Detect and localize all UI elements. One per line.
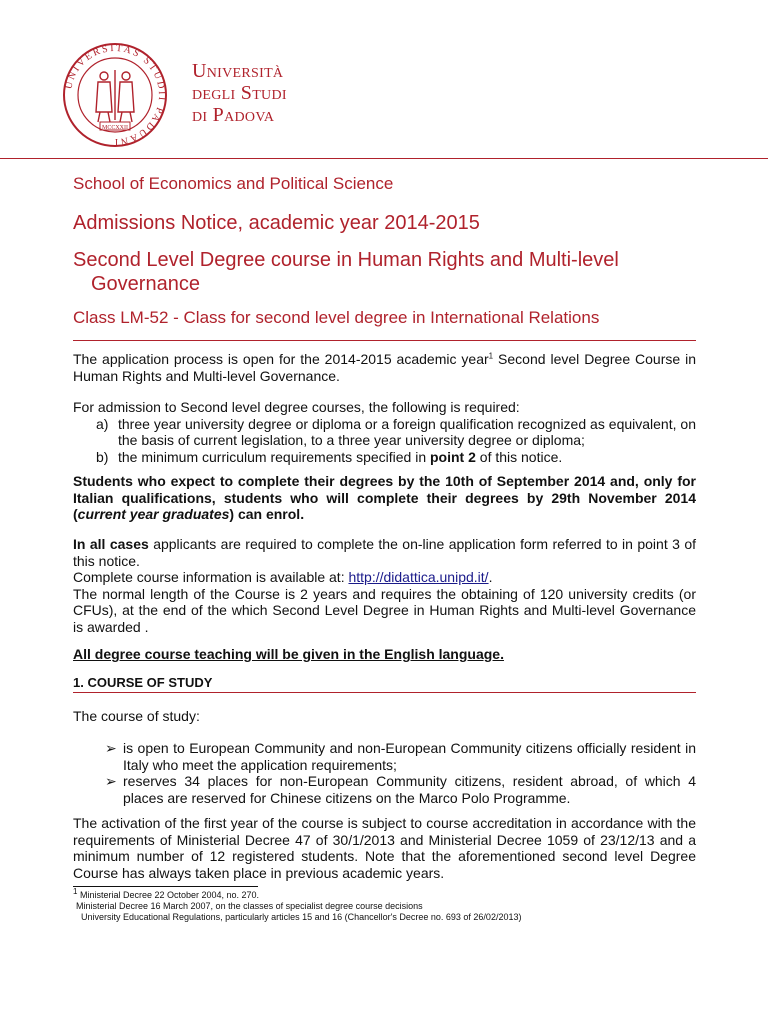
university-name-line1: Università: [192, 60, 284, 82]
course-of-study-lead: The course of study:: [73, 708, 200, 724]
footnote-divider: [73, 886, 258, 887]
intro-text-a: The application process is open for the 2014-2015 academic year: [73, 351, 489, 367]
footnote-2: Ministerial Decree 16 March 2007, on the classes of specialist degree course decisions: [76, 901, 423, 911]
course-of-study-bullets: [73, 740, 696, 806]
footnote-3: University Educational Regulations, particularly articles 15 and 16 (Chancellor's Decree no. 693 of 26/02/2013): [81, 912, 522, 922]
section-1-title: 1. COURSE OF STUDY: [73, 675, 213, 690]
footnotes: [73, 887, 522, 923]
point-2-reference: point 2: [430, 448, 476, 465]
title-divider: [73, 340, 696, 341]
header-divider: [0, 158, 768, 159]
bullet-list: [73, 740, 696, 806]
list-item: [73, 416, 696, 449]
bullet-text: is open to European Community and non-European Community citizens officially resident in Italy who meet the application requirements;: [123, 740, 696, 773]
class-title: Class LM-52 - Class for second level degree in International Relations: [73, 308, 600, 327]
list-item-text: three year university degree or diploma or a foreign qualification recognized as equivalent, on the basis of current legislation, to a three year university degree or diploma;: [118, 415, 696, 448]
arrow-bullet-icon: ➢: [105, 773, 117, 789]
university-name-line2: degli Studi: [192, 82, 287, 104]
all-cases-label: In all cases: [73, 536, 149, 552]
course-title-line1: Second Level Degree course in Human Rights and Multi-level: [73, 249, 619, 271]
list-item-text-end: of this notice.: [475, 448, 563, 465]
application-info: [73, 536, 696, 635]
section-1-divider: [73, 692, 696, 693]
activation-paragraph: The activation of the first year of the course is subject to course accreditation in accordance with the requirements of Ministerial Decree 47 of 30/1/2013 and Ministerial Decree 1059 of 23/12/13 and a minimum number of 12 registered students. Note that the aforementioned second level Degree Course has always taken place in previous academic years.: [73, 815, 696, 881]
university-name-line3: di Padova: [192, 104, 275, 126]
english-language-notice: All degree course teaching will be given in the English language.: [73, 646, 504, 662]
university-name: [192, 60, 287, 126]
course-title: [73, 248, 713, 296]
all-cases-text: applicants are required to complete the on-line application form referred to in point 3 of this notice.: [73, 536, 697, 569]
school-name: School of Economics and Political Science: [73, 174, 394, 193]
eligibility-text-b: ) can enrol.: [229, 506, 305, 522]
footnote-ref-1: 1: [488, 351, 494, 361]
arrow-bullet-icon: ➢: [105, 740, 117, 756]
course-info-text: Complete course information is available at:: [73, 569, 349, 585]
course-title-line2: Governance: [91, 273, 200, 295]
course-length: The normal length of the Course is 2 years and requires the obtaining of 120 university credits (or CFUs), at the end of the which Second Level Degree in Human Rights and Multi-level Governance is awarded .: [73, 585, 696, 635]
footnote-1-marker: 1: [73, 887, 78, 896]
bullet-text: reserves 34 places for non-European Community citizens, resident abroad, of which 4 places are reserved for Chinese citizens on the Marco Polo Programme.: [123, 773, 696, 806]
intro-paragraph: [73, 351, 696, 384]
svg-text:UNIVERSITAS STUDII PADUANI: UNIVERSITAS STUDII PADUANI: [63, 42, 168, 148]
didattica-link[interactable]: http://didattica.unipd.it/: [348, 569, 489, 585]
course-info-end: .: [488, 569, 493, 585]
footnote-1: [73, 887, 521, 901]
list-item-text: the minimum curriculum requirements specified in: [118, 448, 430, 465]
university-seal-logo: [62, 42, 168, 148]
enrolment-eligibility: [73, 473, 696, 523]
list-item: [73, 449, 696, 466]
list-item-label: b): [96, 448, 109, 465]
footnote-1-text: Ministerial Decree 22 October 2004, no. 270.: [77, 890, 260, 900]
requirements-lead: For admission to Second level degree courses, the following is required:: [73, 399, 520, 415]
current-year-graduates: current year graduates: [77, 506, 230, 522]
intro-text-b: Second level Degree Course in Human Rights and Multi-level Governance.: [73, 351, 697, 384]
requirements-list: [73, 416, 696, 466]
eligibility-text-a: Students who expect to complete their degrees by the 10th of September 2014 and, only for Italian qualifications, students who will complete their degrees by 29th November 2014 (: [73, 473, 696, 522]
list-item: [73, 740, 696, 773]
admission-requirements: [73, 399, 696, 465]
seal-year: MCCXXII: [101, 125, 129, 131]
notice-title: Admissions Notice, academic year 2014-2015: [73, 212, 480, 234]
list-item-label: a): [96, 415, 109, 432]
list-item: [73, 773, 696, 806]
